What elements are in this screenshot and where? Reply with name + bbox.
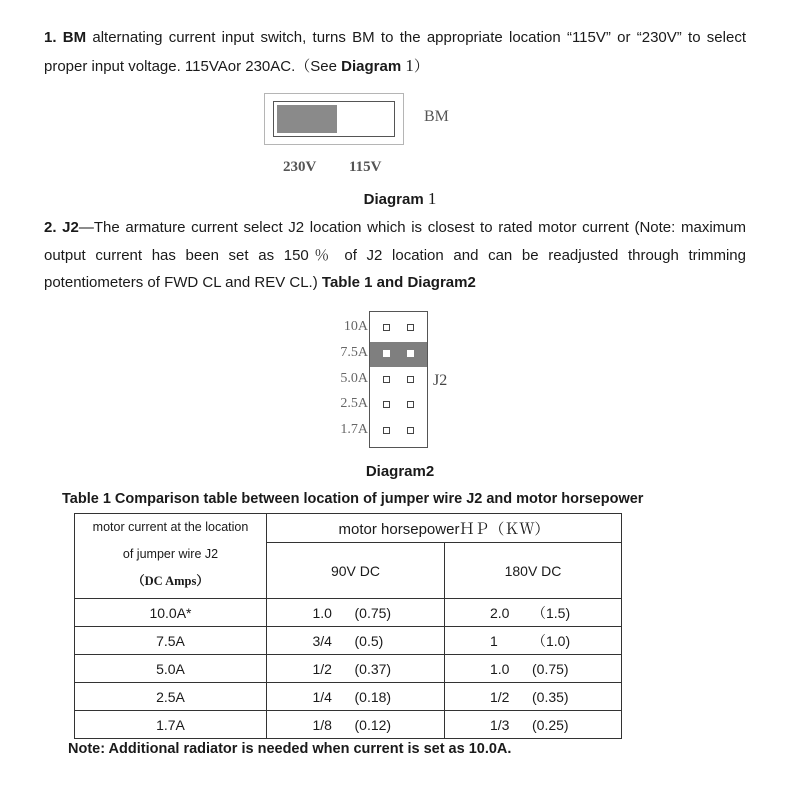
j2-label-7-5a: 7.5A (340, 345, 368, 360)
cell-kw: (0.25) (532, 716, 569, 733)
diagram-2-caption: Diagram2 (365, 463, 435, 480)
pin-icon (383, 376, 390, 383)
bm-switch-body (273, 101, 395, 137)
cell-hp: 1.0 (312, 604, 332, 621)
cell-180v (445, 711, 622, 739)
cell-current: 5.0A (75, 655, 267, 683)
cell-hp: 1/2 (490, 688, 510, 705)
cell-90v (267, 683, 445, 711)
pin-icon (383, 350, 390, 357)
diagram-1-caption-num: 1 (427, 189, 437, 208)
cell-kw: (0.5) (354, 632, 384, 649)
section-2-text: —The armature current select J2 location which is closest to rated motor current (Note: maximum output current has been set as 150％ of J2 location and can be readjusted through trimming potentiometers of FWD CL and REV CL.) (44, 219, 746, 291)
cell-hp: 1/2 (312, 660, 332, 677)
bm-switch-slider (277, 105, 337, 133)
j2-jumper-name: J2 (433, 372, 448, 389)
pin-icon (407, 401, 414, 408)
bm-label-115v: 115V (349, 159, 382, 175)
section-1-ref-num: 1 (405, 55, 414, 75)
cell-180v (445, 683, 622, 711)
table-row (75, 655, 622, 683)
cell-current: 7.5A (75, 627, 267, 655)
header-180v: 180V DC (445, 543, 622, 599)
j2-row-2-5a (370, 393, 427, 418)
cell-current: 10.0A* (75, 599, 267, 627)
j2-label-5-0a: 5.0A (340, 371, 368, 386)
j2-label-2-5a: 2.5A (340, 396, 368, 411)
pin-icon (383, 427, 390, 434)
pin-icon (407, 324, 414, 331)
pin-icon (383, 324, 390, 331)
cell-90v (267, 599, 445, 627)
table-row (75, 599, 622, 627)
j2-row-7-5a-selected (370, 342, 427, 367)
bm-label-230v: 230V (283, 159, 317, 175)
cell-hp: 1/4 (312, 688, 332, 705)
cell-kw: (0.75) (354, 604, 392, 621)
cell-180v (445, 655, 622, 683)
cell-kw: (0.18) (354, 688, 392, 705)
table-row (75, 683, 622, 711)
section-1-label: 1. BM (44, 29, 87, 46)
diagram-1-caption-text: Diagram (363, 191, 424, 208)
footnote: Note: Additional radiator is needed when current is set as 10.0A. (68, 741, 512, 757)
cell-current: 1.7A (75, 711, 267, 739)
cell-hp: 1 (490, 632, 498, 649)
diagram-1-caption (300, 189, 500, 209)
j2-label-1-7a: 1.7A (340, 422, 368, 437)
pin-icon (407, 350, 414, 357)
bm-switch-name: BM (424, 108, 449, 125)
cell-hp: 2.0 (490, 604, 510, 621)
cell-90v (267, 627, 445, 655)
cell-kw: (0.75) (532, 660, 569, 677)
table-title: Table 1 Comparison table between location of jumper wire J2 and motor horsepower (62, 491, 644, 507)
bm-switch-diagram (264, 93, 404, 145)
j2-jumper-block (369, 311, 428, 448)
cell-kw: (0.12) (354, 716, 392, 733)
table-row (75, 711, 622, 739)
header-90v: 90V DC (267, 543, 445, 599)
cell-current: 2.5A (75, 683, 267, 711)
cell-hp: 1/3 (490, 716, 510, 733)
cell-kw: （1.5) (532, 604, 571, 621)
cell-hp: 3/4 (312, 632, 332, 649)
section-2-paragraph (44, 214, 746, 297)
section-1-paragraph (44, 24, 746, 80)
cell-kw: (0.37) (354, 660, 392, 677)
cell-180v (445, 627, 622, 655)
section-1-ref: Diagram (341, 57, 402, 75)
cell-90v (267, 655, 445, 683)
horsepower-table (74, 513, 622, 739)
cell-180v (445, 599, 622, 627)
section-2-ref: Table 1 and Diagram2 (321, 274, 476, 291)
header-current-line-1: motor current at the location (92, 520, 249, 534)
cell-hp: 1.0 (490, 660, 510, 677)
section-2-label: 2. J2 (44, 219, 79, 236)
j2-row-10a (370, 316, 427, 341)
j2-row-5-0a (370, 368, 427, 393)
table-row (75, 627, 622, 655)
j2-label-10a: 10A (343, 319, 368, 334)
header-current-line-3: （DC Amps） (132, 574, 209, 588)
header-motor-hp: motor horsepowerＨＰ（ＫＷ） (267, 514, 622, 543)
pin-icon (407, 427, 414, 434)
cell-kw: (0.35) (532, 688, 569, 705)
cell-90v (267, 711, 445, 739)
cell-kw: （1.0) (532, 632, 571, 649)
j2-row-1-7a (370, 419, 427, 444)
section-1-text: alternating current input switch, turns BM to the appropriate location “115V” or “230V” to select proper input voltage. 115VAor 230AC.（See (44, 29, 746, 75)
pin-icon (383, 401, 390, 408)
cell-hp: 1/8 (312, 716, 332, 733)
header-current-line-2: of jumper wire J2 (122, 547, 219, 561)
pin-icon (407, 376, 414, 383)
section-1-tail: ） (413, 57, 429, 75)
header-current (75, 514, 267, 599)
